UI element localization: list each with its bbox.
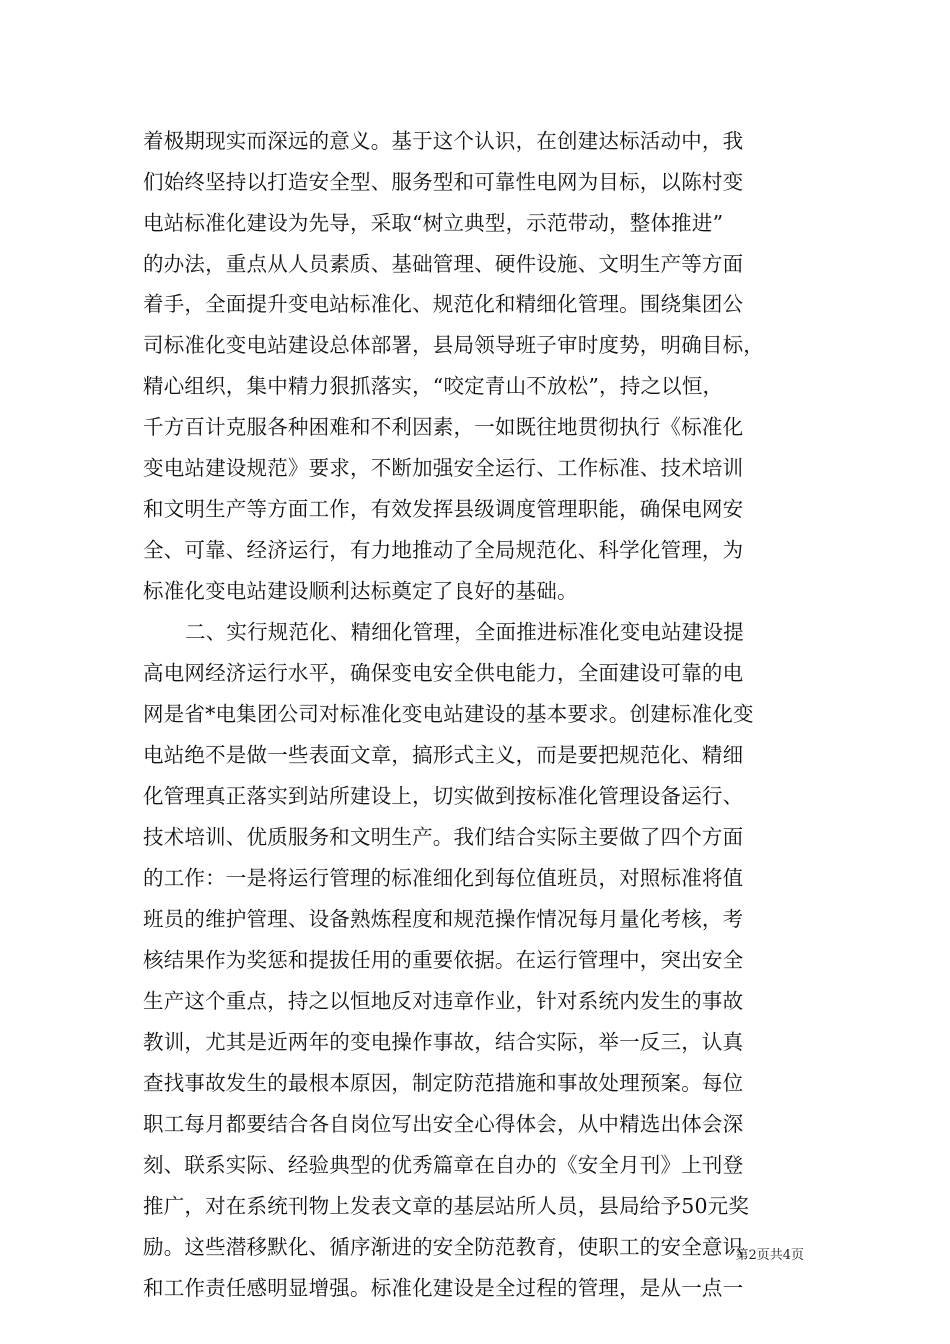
body-line-12: 标准化变电站建设顺利达标奠定了良好的基础。: [143, 579, 578, 603]
body-line-7: 精心组织，集中精力狠抓落实，“咬定青山不放松”，持之以恒，: [143, 374, 724, 398]
body-line-18: 技术培训、优质服务和文明生产。我们结合实际主要做了四个方面: [143, 825, 744, 849]
body-line-13: 二、实行规范化、精细化管理，全面推进标准化变电站建设提: [185, 620, 744, 644]
body-line-16: 电站绝不是做一些表面文章，搞形式主义，而是要把规范化、精细: [143, 743, 744, 767]
body-line-20: 班员的维护管理、设备熟炼程度和规范操作情况每月量化考核，考: [143, 907, 744, 931]
body-line-8: 千方百计克服各种困难和不利因素，一如既往地贯彻执行《标准化: [143, 415, 744, 439]
body-line-24: 查找事故发生的最根本原因，制定防范措施和事故处理预案。每位: [143, 1071, 744, 1095]
body-line-11: 全、可靠、经济运行，有力地推动了全局规范化、科学化管理，为: [143, 538, 744, 562]
body-line-21: 核结果作为奖惩和提拔任用的重要依据。在运行管理中，突出安全: [143, 948, 744, 972]
body-line-4: 的办法，重点从人员素质、基础管理、硬件设施、文明生产等方面: [143, 252, 744, 276]
body-line-3: 电站标准化建设为先导，采取“树立典型，示范带动，整体推进”: [143, 211, 724, 235]
body-line-27: 推广，对在系统刊物上发表文章的基层站所人员，县局给予50元奖: [143, 1194, 750, 1218]
body-line-28: 励。这些潜移默化、循序渐进的安全防范教育，使职工的安全意识: [143, 1235, 744, 1259]
body-line-10: 和文明生产等方面工作，有效发挥县级调度管理职能，确保电网安: [143, 497, 744, 521]
body-line-22: 生产这个重点，持之以恒地反对违章作业，针对系统内发生的事故: [143, 989, 744, 1013]
page-number-footer: 第2页共4页: [735, 1248, 804, 1263]
body-line-26: 刻、联系实际、经验典型的优秀篇章在自办的《安全月刊》上刊登: [143, 1153, 744, 1177]
body-line-15: 网是省*电集团公司对标准化变电站建设的基本要求。创建标准化变: [143, 702, 754, 726]
body-line-5: 着手，全面提升变电站标准化、规范化和精细化管理。围绕集团公: [143, 292, 744, 316]
body-line-14: 高电网经济运行水平，确保变电安全供电能力，全面建设可靠的电: [143, 661, 744, 685]
body-line-19: 的工作：一是将运行管理的标准细化到每位值班员，对照标准将值: [143, 866, 744, 890]
body-line-9: 变电站建设规范》要求，不断加强安全运行、工作标准、技术培训: [143, 456, 744, 480]
body-line-2: 们始终坚持以打造安全型、服务型和可靠性电网为目标，以陈村变: [143, 170, 744, 194]
body-line-23: 教训，尤其是近两年的变电操作事故，结合实际，举一反三，认真: [143, 1030, 744, 1054]
body-line-6: 司标准化变电站建设总体部署，县局领导班子审时度势，明确目标，: [143, 333, 764, 357]
body-line-17: 化管理真正落实到站所建设上，切实做到按标准化管理设备运行、: [143, 784, 744, 808]
body-line-25: 职工每月都要结合各自岗位写出安全心得体会，从中精选出体会深: [143, 1112, 744, 1136]
body-line-1: 着极期现实而深远的意义。基于这个认识，在创建达标活动中，我: [143, 129, 744, 153]
body-line-29: 和工作责任感明显增强。标准化建设是全过程的管理，是从一点一: [143, 1276, 744, 1300]
